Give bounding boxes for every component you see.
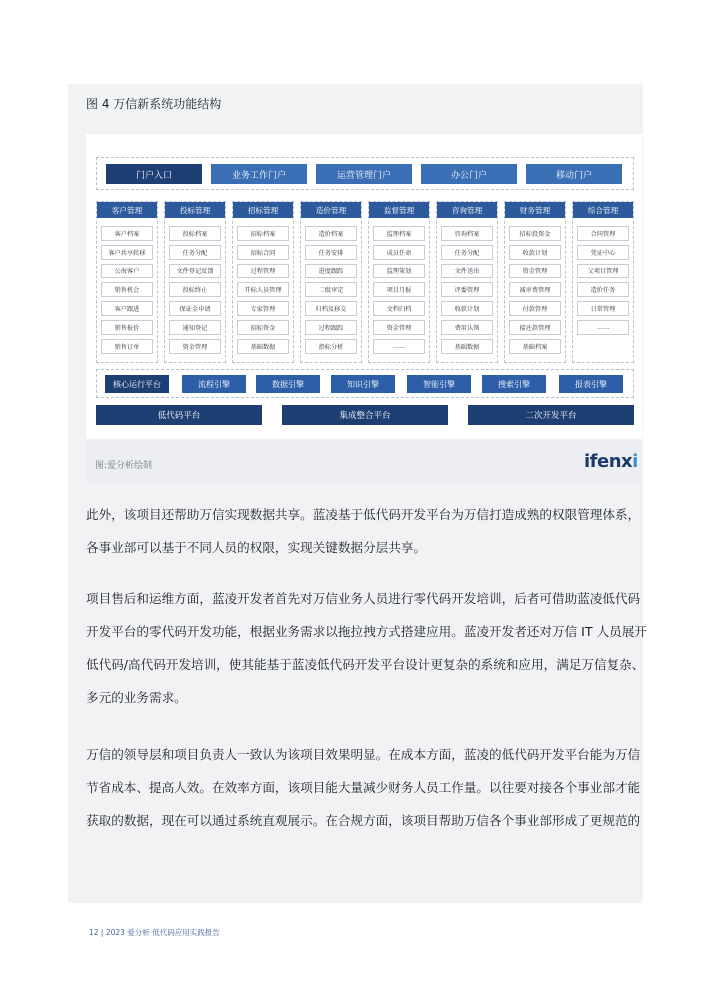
module-header: 投标管理	[165, 202, 225, 218]
module-header: 造价管理	[301, 202, 361, 218]
module-item: 任务安排	[305, 245, 357, 260]
module-item: 咨询档案	[441, 226, 493, 241]
module-item: 客户档案	[101, 226, 153, 241]
module-item: 销售机会	[101, 282, 153, 297]
platform-low-code: 低代码平台	[96, 405, 262, 425]
module-item: 合同管理	[577, 226, 629, 241]
module-item: 项目月报	[373, 282, 425, 297]
module-item: 监理档案	[373, 226, 425, 241]
module-item: 归档及移交	[305, 301, 357, 316]
module-item: 文档归档	[373, 301, 425, 316]
module-item: 招标资金	[237, 320, 289, 335]
module-item: 评委管理	[441, 282, 493, 297]
page-footer: 12 | 2023 爱分析 低代码应用实践报告	[89, 928, 220, 937]
paragraph-line: 多元的业务需求。	[86, 690, 187, 705]
module-item: 客户共享转移	[101, 245, 153, 260]
paragraph-line: 项目售后和运维方面，蓝凌开发者首先对万信业务人员进行零代码开发培训，后者可借助蓝凌低代码	[86, 591, 641, 606]
module-item: 招标投资金	[509, 226, 561, 241]
module-item: 基础档案	[509, 339, 561, 354]
module-column	[572, 201, 634, 363]
module-item: 收款计划	[441, 301, 493, 316]
portal-entry: 门户入口	[106, 164, 202, 184]
module-item: 招标合同	[237, 245, 289, 260]
module-header: 监督管理	[369, 202, 429, 218]
module-item: ……	[373, 339, 425, 354]
module-item: 投标档案	[169, 226, 221, 241]
ifenxi-logo: ifenxi	[584, 451, 638, 472]
module-item: 开标人员管理	[237, 282, 289, 297]
engine-intelligence: 智能引擎	[407, 375, 471, 393]
paragraph-line: 节省成本、提高人效。在效率方面，该项目能大量减少财务人员工作量。以往要对接各个事业部才能	[86, 780, 641, 795]
module-item: 指标分析	[305, 339, 357, 354]
engine-core-runtime: 核心运行平台	[105, 375, 169, 393]
module-item: 过程跟踪	[305, 320, 357, 335]
module-item: 任务分配	[169, 245, 221, 260]
module-item: 通知登记	[169, 320, 221, 335]
module-column	[504, 201, 566, 363]
figure-title: 图 4 万信新系统功能结构	[86, 97, 222, 111]
module-column	[300, 201, 362, 363]
figure-source-bar	[86, 439, 642, 483]
module-item: 销售订单	[101, 339, 153, 354]
paragraph-line: 此外，该项目还帮助万信实现数据共享。蓝凌基于低代码开发平台为万信打造成熟的权限管理体系，	[86, 507, 641, 522]
module-item: 资金管理	[373, 320, 425, 335]
module-item: 减审费管理	[509, 282, 561, 297]
module-item: 基础数据	[441, 339, 493, 354]
engine-knowledge: 知识引擎	[331, 375, 395, 393]
module-item: 接还款管理	[509, 320, 561, 335]
module-header: 咨询管理	[437, 202, 497, 218]
module-item: 日常管理	[577, 301, 629, 316]
paragraph-line: 开发平台的零代码开发功能，根据业务需求以拖拉拽方式搭建应用。蓝凌开发者还对万信 IT 人员展开	[86, 624, 647, 639]
engine-report: 报表引擎	[559, 375, 623, 393]
engine-data: 数据引擎	[256, 375, 320, 393]
platform-secondary-dev: 二次开发平台	[468, 405, 634, 425]
module-item: 专家管理	[237, 301, 289, 316]
module-header: 综合管理	[573, 202, 633, 218]
module-item: 文件送出	[441, 264, 493, 279]
module-column	[96, 201, 158, 363]
module-header: 财务管理	[505, 202, 565, 218]
module-item: 造价档案	[305, 226, 357, 241]
module-header: 招标管理	[233, 202, 293, 218]
module-item: 造价任务	[577, 282, 629, 297]
module-item: 费用认领	[441, 320, 493, 335]
module-item: 资金管理	[169, 339, 221, 354]
module-column	[436, 201, 498, 363]
module-item: 销售报价	[101, 320, 153, 335]
paragraph-line: 各事业部可以基于不同人员的权限，实现关键数据分层共享。	[86, 540, 427, 555]
module-item: 凭证中心	[577, 245, 629, 260]
paragraph-maintenance	[86, 582, 647, 714]
portal-operations: 运营管理门户	[316, 164, 412, 184]
module-item: 进度跟踪	[305, 264, 357, 279]
module-item: 基础数据	[237, 339, 289, 354]
module-item: 保证金申请	[169, 301, 221, 316]
engine-search: 搜索引擎	[482, 375, 546, 393]
engine-workflow: 流程引擎	[182, 375, 246, 393]
module-item: 父项目管理	[577, 264, 629, 279]
platform-integration: 集成整合平台	[282, 405, 448, 425]
paragraph-results	[86, 738, 641, 837]
module-item: 招标档案	[237, 226, 289, 241]
paragraph-line: 低代码/高代码开发培训，使其能基于蓝凌低代码开发平台设计更复杂的系统和应用，满足万信复杂、	[86, 657, 645, 672]
module-item: ……	[577, 320, 629, 335]
module-item: 二级审定	[305, 282, 357, 297]
module-item: 投标终止	[169, 282, 221, 297]
module-item: 资金管理	[509, 264, 561, 279]
module-column	[232, 201, 294, 363]
module-item: 付款管理	[509, 301, 561, 316]
paragraph-data-sharing	[86, 498, 641, 564]
paragraph-line: 获取的数据，现在可以通过系统直观展示。在合规方面，该项目帮助万信各个事业部形成了更规范的	[86, 813, 641, 828]
module-item: 公海客户	[101, 264, 153, 279]
module-item: 收款计划	[509, 245, 561, 260]
figure-source: 图:爱分析绘制	[95, 461, 153, 471]
paragraph-line: 万信的领导层和项目负责人一致认为该项目效果明显。在成本方面，蓝凌的低代码开发平台能为万信	[86, 747, 641, 762]
module-item: 任务分配	[441, 245, 493, 260]
portal-business: 业务工作门户	[211, 164, 307, 184]
module-item: 过程管理	[237, 264, 289, 279]
module-item: 监理策划	[373, 264, 425, 279]
portal-office: 办公门户	[421, 164, 517, 184]
module-column	[368, 201, 430, 363]
portal-mobile: 移动门户	[526, 164, 622, 184]
module-item: 成员任命	[373, 245, 425, 260]
module-item: 文件登记反馈	[169, 264, 221, 279]
module-item: 客户跟进	[101, 301, 153, 316]
module-header: 客户管理	[97, 202, 157, 218]
module-column	[164, 201, 226, 363]
